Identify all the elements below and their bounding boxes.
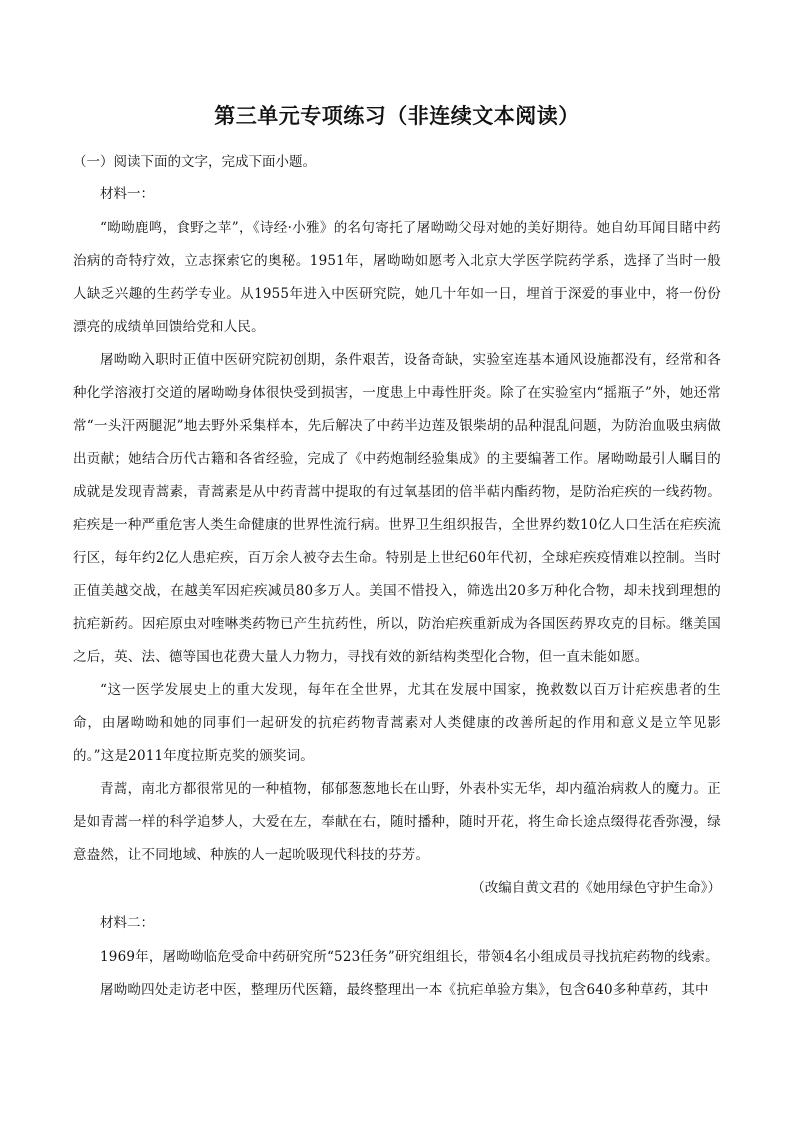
material1-source: （改编自黄文君的《她用绿色守护生命》） <box>471 880 721 896</box>
material2-label: 材料二： <box>100 915 154 931</box>
material1-paragraph-3: “这一医学发展史上的重大发现，每年在全世界，尤其在发展中国家，挽救数以百万计疟疾患者的生命，由屠呦呦和她的同事们一起研发的抗疟药物青蒿素对人类健康的改善所起的作用和意义是立竿见影的。”这是2011年度拉斯克奖的颁奖词。 <box>73 682 721 764</box>
material2-paragraph-1: 1969年，屠呦呦临危受命中药研究所“523任务”研究组组长，带领4名小组成员寻找抗疟药物的线索。 <box>100 949 719 965</box>
material1-paragraph-2: 屠呦呦入职时正值中医研究院初创期，条件艰苦，设备奇缺，实验室连基本通风设施都没有，经常和各种化学溶液打交道的屠呦呦身体很快受到损害，一度患上中毒性肝炎。除了在实验室内“摇瓶子”外，她还常常“一头汗两腿泥”地去野外采集样本，先后解决了中药半边莲及银柴胡的品种混乱问题，为防治血吸虫病做出贡献；她结合历代古籍和各省经验，完成了《中药炮制经验集成》的主要编著工作。屠呦呦最引人瞩目的成就是发现青蒿素，青蒿素是从中药青蒿中提取的有过氧基团的倍半萜内酯药物，是防治疟疾的一线药物。疟疾是一种严重危害人类生命健康的世界性流行病。世界卫生组织报告，全世界约数10亿人口生活在疟疾流行区，每年约2亿人患疟疾，百万余人被夺去生命。特别是上世纪60年代初，全球疟疾疫情难以控制。当时正值美越交战，在越美军因疟疾减员80多万人。美国不惜投入，筛选出20多万种化合物，却未找到理想的抗疟新药。因疟原虫对喹啉类药物已产生抗药性，所以，防治疟疾重新成为各国医药界攻克的目标。继美国之后，英、法、德等国也花费大量人力物力，寻找有效的新结构类型化合物，但一直未能如愿。 <box>73 352 721 665</box>
material2-paragraph-2: 屠呦呦四处走访老中医，整理历代医籍，最终整理出一本《抗疟单验方集》，包含640多种草药，其中 <box>100 982 709 998</box>
section-heading: （一）阅读下面的文字，完成下面小题。 <box>73 154 316 170</box>
material1-label: 材料一： <box>100 186 154 202</box>
material1-paragraph-4: 青蒿，南北方都很常见的一种植物，郁郁葱葱地长在山野，外表朴实无华，却内蕴治病救人的魔力。正是如青蒿一样的科学追梦人，大爱在左，奉献在右，随时播种，随时开花，将生命长途点缀得花香弥漫，绿意盎然，让不同地域、种族的人一起吮吸现代科技的芬芳。 <box>73 781 721 863</box>
page-title: 第三单元专项练习（非连续文本阅读） <box>214 103 580 128</box>
material1-paragraph-1: “呦呦鹿鸣，食野之苹”，《诗经·小雅》的名句寄托了屠呦呦父母对她的美好期待。她自幼耳闻目睹中药治病的奇特疗效，立志探索它的奥秘。1951年，屠呦呦如愿考入北京大学医学院药学系，选择了当时一般人缺乏兴趣的生药学专业。从1955年进入中医研究院，她几十年如一日，埋首于深爱的事业中，将一份份漂亮的成绩单回馈给党和人民。 <box>73 220 721 335</box>
document-content <box>73 100 721 1007</box>
